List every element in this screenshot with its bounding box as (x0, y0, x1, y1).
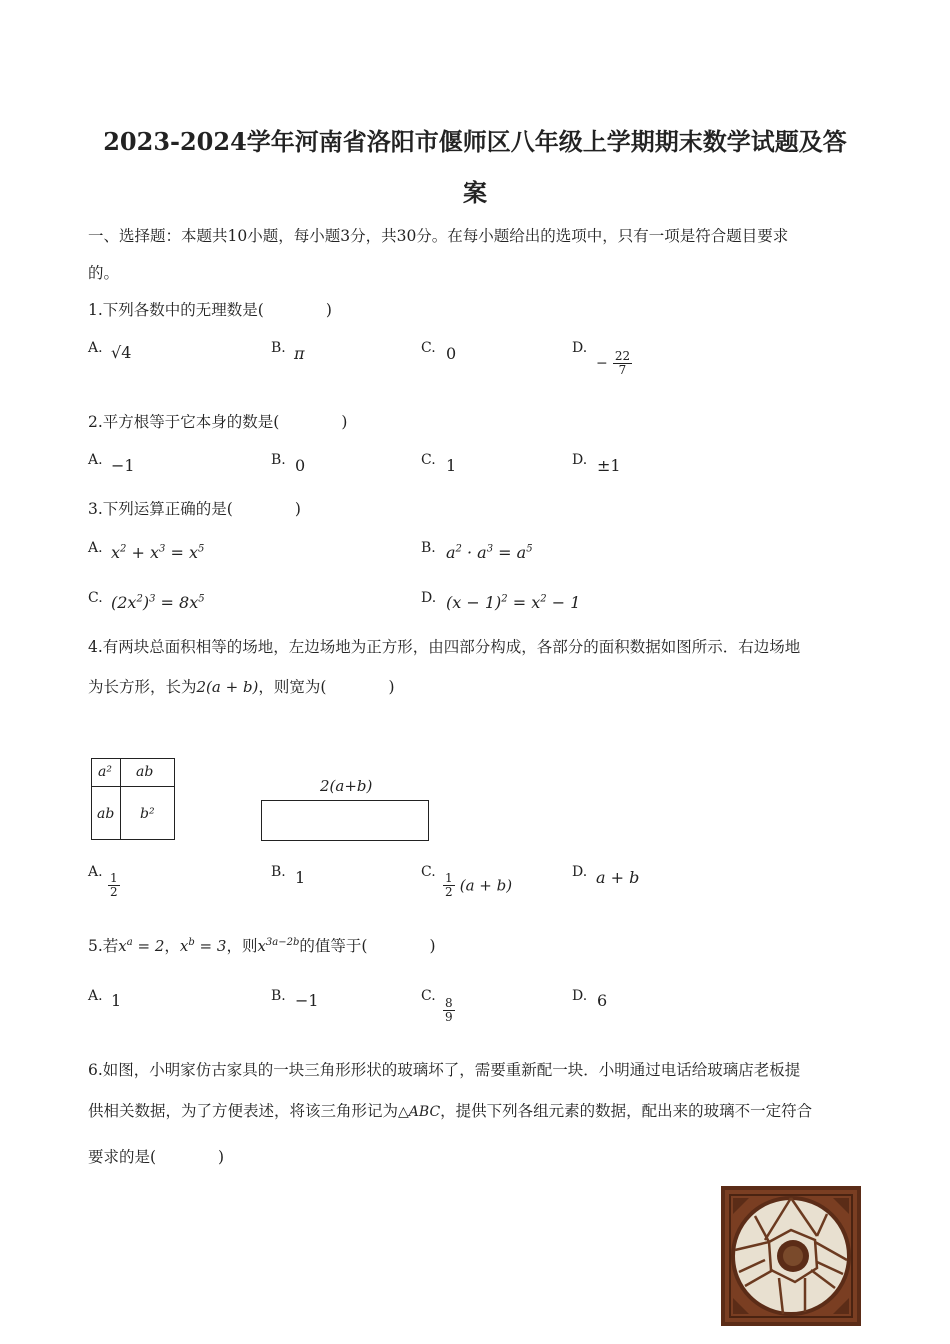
q5-option-a-label: A. (88, 988, 103, 1004)
q4-option-c-numerator: 1 (445, 871, 453, 885)
q3-option-d-label: D. (421, 590, 437, 606)
q1-option-d-sign: − (596, 355, 608, 372)
q2-option-b-label: B. (271, 452, 286, 468)
q4-square-cell-bl: ab (97, 806, 115, 822)
q1-option-d-numerator: 22 (614, 349, 631, 363)
q5-option-d: 6 (597, 991, 608, 1010)
q2-stem: 2.平方根等于它本身的数是( ) (88, 413, 348, 431)
q5-option-c-denominator: 9 (445, 1010, 453, 1025)
q3-option-a-label: A. (88, 540, 103, 556)
q1-option-d-label: D. (572, 340, 588, 356)
q5-stem-mid2: ，则 (226, 937, 258, 955)
q3-option-a: $x^2 + x^3 = x^5$ (111, 543, 205, 562)
q6-stem-line3: 要求的是( ) (88, 1148, 225, 1166)
q4-stem-line1: 4.有两块总面积相等的场地，左边场地为正方形，由四部分构成，各部分的面积数据如图所示．右边场地 (88, 638, 801, 656)
q4-option-a-fraction (108, 872, 120, 899)
q4-option-d-label: D. (572, 864, 588, 880)
q4-option-c-fraction (443, 872, 455, 899)
q1-option-d-denominator: 7 (618, 363, 627, 378)
q5-option-c-numerator: 8 (445, 996, 453, 1010)
q2-option-d-label: D. (572, 452, 588, 468)
q2-option-a: −1 (111, 456, 135, 475)
q1-option-d-fraction (613, 350, 632, 377)
q3-option-b: $a^2 \cdot a^3 = a^5$ (446, 543, 533, 562)
q4-stem-prefix: 为长方形，长为 (88, 678, 197, 696)
q5-stem (88, 934, 436, 956)
q5-option-d-label: D. (572, 988, 588, 1004)
q2-option-a-label: A. (88, 452, 103, 468)
q5-target-expr: $x^{3a-2b}$ (257, 937, 300, 955)
q4-square-horizontal-divider (92, 786, 174, 787)
q4-option-b-label: B. (271, 864, 286, 880)
q6-furniture-photo (721, 1186, 861, 1326)
q3-option-c-label: C. (88, 590, 103, 606)
q1-option-a-label: A. (88, 340, 103, 356)
q4-length-expr: 2(a + b) (196, 678, 259, 696)
q5-option-c (443, 997, 455, 1024)
document-title-line1: 2023-2024学年河南省洛阳市偃师区八年级上学期期末数学试题及答 (103, 127, 847, 156)
q5-stem-mid1: ， (164, 937, 180, 955)
q1-option-a: √4 (111, 343, 132, 362)
q4-option-c-label: C. (421, 864, 436, 880)
q5-condition-1: $x^a = 2$ (118, 937, 165, 955)
q2-option-d: ±1 (597, 456, 621, 475)
q4-stem-line2 (88, 675, 395, 697)
q1-stem: 1.下列各数中的无理数是( ) (88, 301, 332, 319)
q5-option-c-fraction (443, 997, 455, 1024)
q1-option-c: 0 (446, 344, 457, 363)
q4-stem-suffix: ，则宽为( ) (258, 678, 395, 696)
q6-stem-suffix: ，提供下列各组元素的数据，配出来的玻璃不一定符合 (440, 1102, 813, 1120)
q4-rectangle-figure (261, 800, 429, 841)
q4-option-a-denominator: 2 (110, 885, 118, 900)
q4-square-cell-tr: ab (136, 764, 154, 780)
q4-option-c (443, 872, 512, 899)
q4-square-figure (91, 758, 175, 840)
q6-stem-prefix: 供相关数据，为了方便表述，将该三角形记为 (88, 1102, 399, 1120)
q1-option-c-label: C. (421, 340, 436, 356)
section-header-line1: 一、选择题：本题共10小题，每小题3分，共30分。在每小题给出的选项中，只有一项是符合题目要求 (88, 227, 789, 245)
document-title-line2: 案 (463, 178, 487, 207)
q5-stem-suffix: 的值等于( ) (299, 937, 436, 955)
q2-option-b: 0 (295, 456, 306, 475)
q2-option-c: 1 (446, 456, 457, 475)
q4-option-c-denominator: 2 (445, 885, 453, 900)
q5-condition-2: $x^b = 3$ (179, 937, 227, 955)
q5-stem-prefix: 5.若 (88, 937, 119, 955)
q6-stem-line2 (88, 1099, 812, 1121)
q3-option-c: $(2x^2)^3 = 8x^5$ (111, 593, 205, 612)
q5-option-b-label: B. (271, 988, 286, 1004)
q4-option-d: a + b (596, 868, 640, 887)
q1-option-b-label: B. (271, 340, 286, 356)
q3-option-b-label: B. (421, 540, 436, 556)
section-header-line2: 的。 (88, 264, 120, 282)
q4-square-cell-tl: a² (98, 764, 112, 780)
q6-triangle-label: △ABC (398, 1104, 441, 1120)
q4-option-b: 1 (295, 868, 306, 887)
q6-stem-line1: 6.如图，小明家仿古家具的一块三角形形状的玻璃坏了，需要重新配一块．小明通过电话给玻璃店老板提 (88, 1061, 801, 1079)
q6-furniture-drawing (725, 1190, 857, 1322)
q2-option-c-label: C. (421, 452, 436, 468)
q4-rect-length-label: 2(a+b) (320, 777, 373, 795)
q4-option-a (108, 872, 120, 899)
q3-option-d: $(x - 1)^2 = x^2 - 1$ (446, 593, 581, 612)
q4-option-a-numerator: 1 (110, 871, 118, 885)
q3-stem: 3.下列运算正确的是( ) (88, 500, 301, 518)
q4-square-cell-br: b² (140, 806, 155, 822)
q4-option-a-label: A. (88, 864, 103, 880)
q1-option-d (596, 350, 632, 377)
q4-option-c-tail: (a + b) (459, 876, 513, 895)
q1-option-b: π (294, 344, 305, 363)
q4-square-vertical-divider (120, 759, 121, 839)
q5-option-a: 1 (111, 991, 122, 1010)
q5-option-b: −1 (295, 991, 319, 1010)
q5-option-c-label: C. (421, 988, 436, 1004)
